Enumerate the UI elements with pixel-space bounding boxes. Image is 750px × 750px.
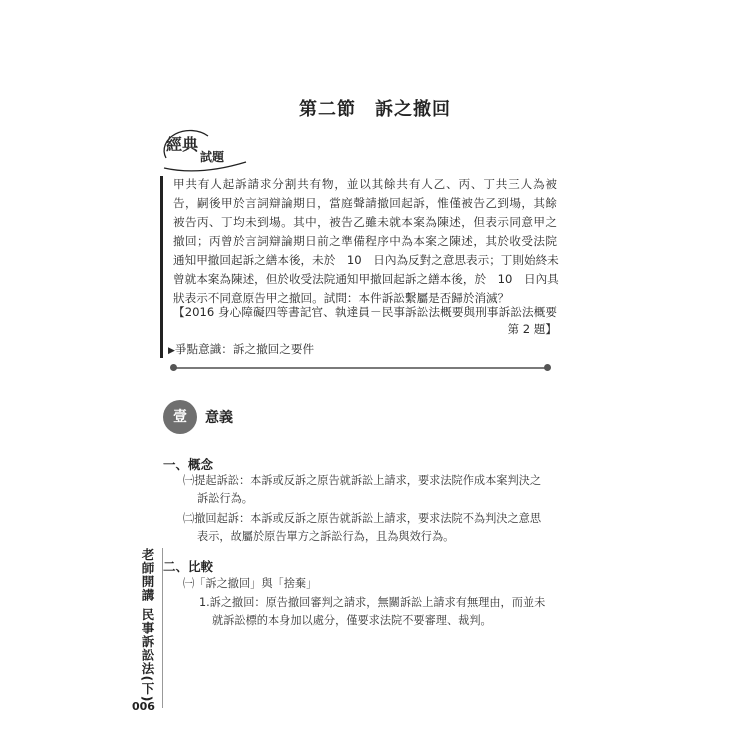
chapter-badge: 壹 [163,400,197,434]
classic-logo-small: 試題 [200,150,225,164]
question-line: 被告丙、丁均未到場。其中，被告乙雖未就本案為陳述，但表示同意甲之 [173,215,557,229]
question-line: 通知甲撤回起訴之繕本後，未於 10 日內為反對之意思表示；丁則始終未 [173,253,559,267]
part1-heading: 一、概念 [163,457,214,472]
question-line: 狀表示不同意原告甲之撤回。試問：本件訴訟繫屬是否歸於消滅？ [173,291,510,305]
sidebar-rule [162,548,163,708]
question-line: 甲共有人起訴請求分割共有物，並以其餘共有人乙、丙、丁共三人為被 [173,177,557,191]
part1-item2-line: ㈡撤回起訴：本訴或反訴之原告就訴訟上請求，要求法院不為判決之意思 [183,512,542,525]
running-sidebar [118,548,158,708]
part2-heading: 二、比較 [163,559,214,574]
part2-item1-line: 1.訴之撤回：原告撤回審判之請求，無關訴訟上請求有無理由，而並未 [199,596,546,609]
sidebar-series-title: 老師開講 [140,548,155,602]
section-title: 第二節 訴之撤回 [299,99,451,120]
question-left-bar [160,176,163,358]
question-line: 撤回；丙曾於言詞辯論期日前之準備程序中為本案之陳述，其於收受法院 [173,234,557,248]
divider-line [174,367,547,369]
focus-point [168,341,314,357]
divider-dot-icon [544,364,551,371]
part1-item1-line: 訴訟行為。 [197,492,253,505]
part1-item2-line: 表示，故屬於原告單方之訴訟行為，且為與效行為。 [197,530,455,543]
sidebar-book-title: 民事訴訟法(下) [140,608,155,703]
focus-text: 爭點意識：訴之撤回之要件 [174,342,315,356]
classic-logo-big: 經典 [166,135,199,154]
divider-dot-icon [170,364,177,371]
question-source: 【2016 身心障礙四等書記官、執達員－民事訴訟法概要與刑事訴訟法概要 [173,305,557,319]
part1-item1-line: ㈠提起訴訟：本訴或反訴之原告就訴訟上請求，要求法院作成本案判決之 [183,474,542,487]
question-line: 曾就本案為陳述，但於收受法院通知甲撤回起訴之繕本後，於 10 日內具 [173,272,559,286]
question-source-end: 第 2 題】 [507,322,557,336]
chapter-heading: 意義 [205,410,233,426]
part2-subheading: ㈠「訴之撤回」與「捨棄」 [183,577,318,590]
classic-exam-logo [160,128,250,174]
page-number: 006 [132,700,155,713]
triangle-marker-icon: ▶ [168,346,175,356]
question-line: 告，嗣後甲於言詞辯論期日，當庭聲請撤回起訴，惟僅被告乙到場，其餘 [173,196,557,210]
part2-item1-line: 就訴訟標的本身加以處分，僅要求法院不要審理、裁判。 [212,614,492,627]
